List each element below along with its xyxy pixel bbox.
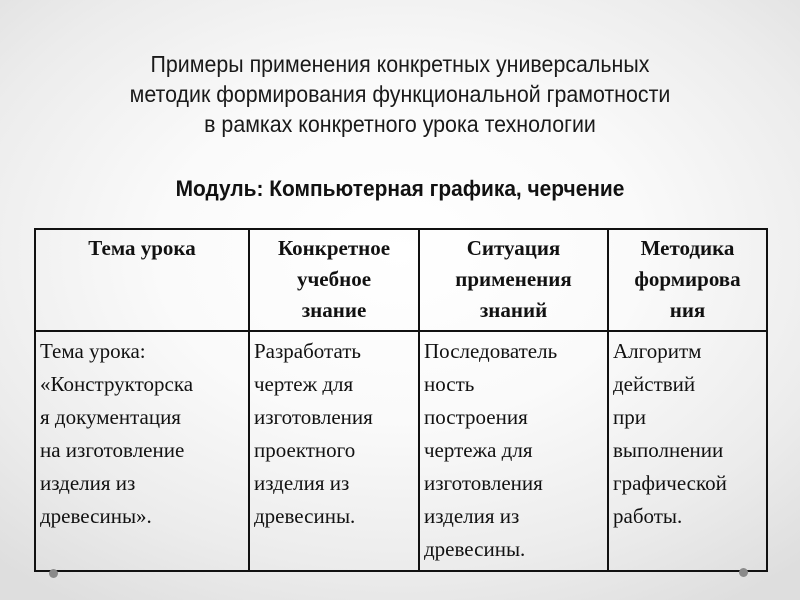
slide-title [65,49,735,139]
cell-formation-method: Алгоритм действий при выполнении графической работы. [608,331,767,571]
cell-lesson-topic: Тема урока: «Конструкторска я документация на изготовление изделия из древесины». [35,331,249,571]
cell-application-situation: Последователь ность построения чертежа для изготовления изделия из древесины. [419,331,608,571]
header-application-situation: Ситуация применения знаний [419,229,608,331]
header-specific-knowledge: Конкретное учебное знание [249,229,419,331]
module-subtitle: Модуль: Компьютерная графика, черчение [175,176,625,201]
corner-dot-icon [49,569,58,578]
header-formation-method: Методика формирова ния [608,229,767,331]
table-header-row [35,229,767,331]
methods-table [34,228,768,572]
table-row [35,331,767,571]
title-line: в рамках конкретного урока технологии [204,111,596,137]
title-line: Примеры применения конкретных универсальных [150,51,650,77]
cell-specific-knowledge: Разработать чертеж для изготовления проектного изделия из древесины. [249,331,419,571]
title-line: методик формирования функциональной грамотности [129,81,671,107]
header-lesson-topic: Тема урока [35,229,249,331]
corner-dot-icon [739,568,748,577]
